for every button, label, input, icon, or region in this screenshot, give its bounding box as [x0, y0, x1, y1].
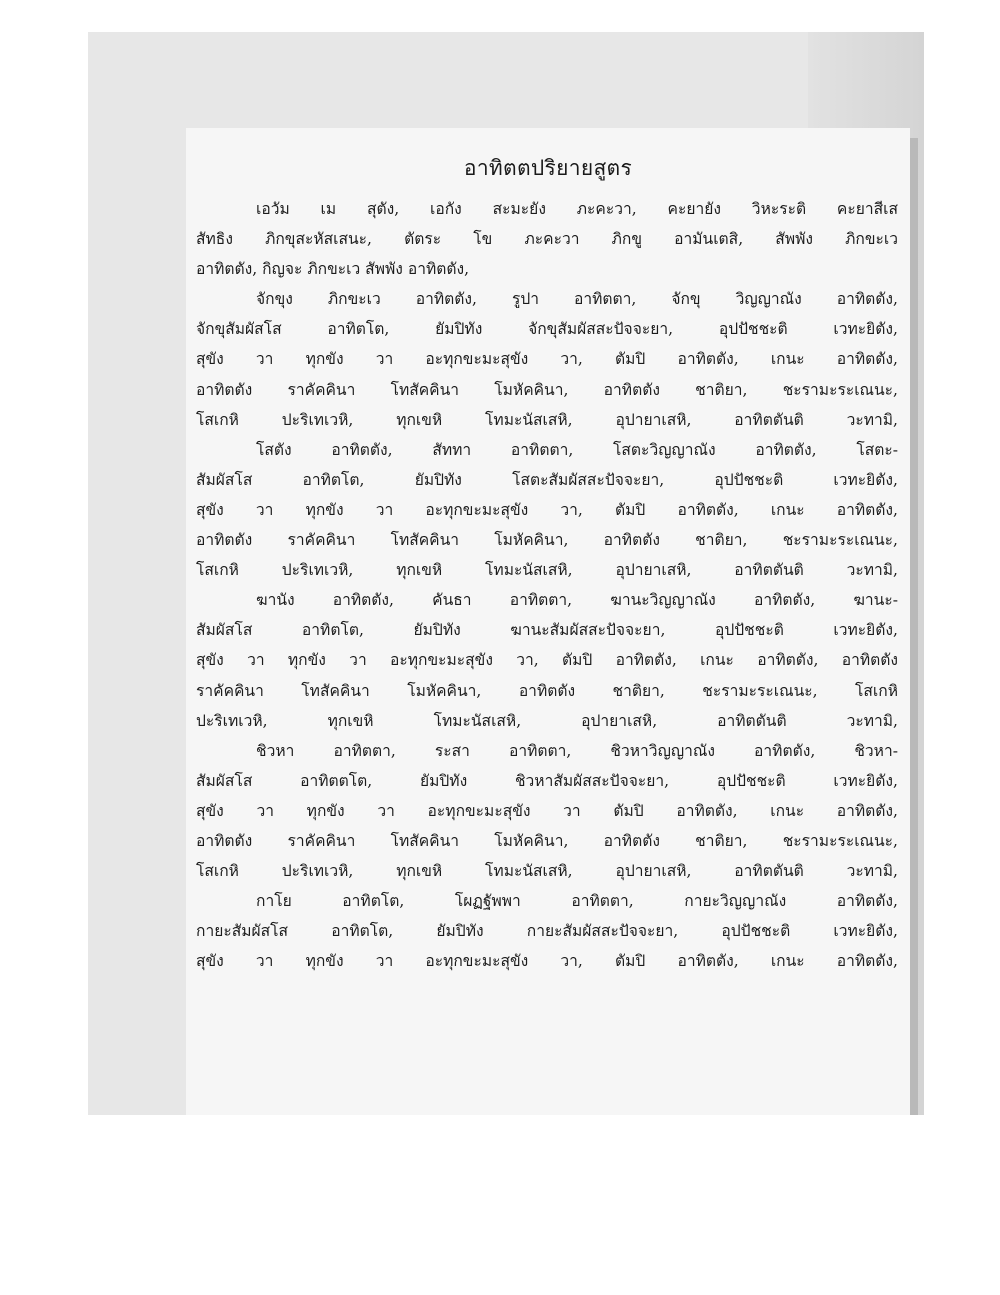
text-line: ชิวหา อาทิตตา, ระสา อาทิตตา, ชิวหาวิญญาณัง อาทิตตัง, ชิวหา- [256, 741, 898, 760]
text-line: โสเกหิ ปะริเทเวหิ, ทุกเขหิ โทมะนัสเสหิ, อุปายาเสหิ, อาทิตตันติ วะทามิ, [196, 410, 898, 429]
text-line: สุขัง วา ทุกขัง วา อะทุกขะมะสุขัง วา, ตัมปิ อาทิตตัง, เกนะ อาทิตตัง, อาทิตตัง [196, 651, 898, 670]
text-line: เอวัม เม สุตัง, เอกัง สะมะยัง ภะคะวา, คะยายัง วิหะระติ คะยาสีเส [256, 200, 898, 218]
text-line: ปะริเทเวหิ, ทุกเขหิ โทมะนัสเสหิ, อุปายาเสหิ, อาทิตตันติ วะทามิ, [196, 711, 898, 730]
text-line: สุขัง วา ทุกขัง วา อะทุกขะมะสุขัง วา, ตัมปิ อาทิตตัง, เกนะ อาทิตตัง, [196, 350, 898, 369]
text-line: อาทิตตัง ราคัคคินา โทสัคคินา โมหัคคินา, อาทิตตัง ชาติยา, ชะรามะระเณนะ, [196, 380, 898, 399]
text-line: ราคัคคินา โทสัคคินา โมหัคคินา, อาทิตตัง ชาติยา, ชะรามะระเณนะ, โสเกหิ [196, 681, 898, 700]
page-title: อาทิตตปริยายสูตร [463, 156, 633, 180]
text-line: สัทธิง ภิกขุสะหัสเสนะ, ตัตระ โข ภะคะวา ภิกขู อามันเตสิ, สัพพัง ภิกขะเว [196, 230, 898, 249]
text-line: อาทิตตัง, กิญจะ ภิกขะเว สัพพัง อาทิตตัง, [196, 260, 470, 279]
text-line: สุขัง วา ทุกขัง วา อะทุกขะมะสุขัง วา ตัมปิ อาทิตตัง, เกนะ อาทิตตัง, [196, 801, 898, 820]
text-line: โสตัง อาทิตตัง, สัททา อาทิตตา, โสตะวิญญาณัง อาทิตตัง, โสตะ- [256, 440, 898, 459]
text-line: สัมผัสโส อาทิตตโต, ยัมปิทัง ชิวหาสัมผัสสะปัจจะยา, อุปปัชชะติ เวทะยิตัง, [196, 771, 898, 790]
text-line: สัมผัสโส อาทิตโต, ยัมปิทัง โสตะสัมผัสสะปัจจะยา, อุปปัชชะติ เวทะยิตัง, [196, 470, 898, 489]
text-line: อาทิตตัง ราคัคคินา โทสัคคินา โมหัคคินา, อาทิตตัง ชาติยา, ชะรามะระเณนะ, [196, 831, 898, 850]
text-line: จักขุง ภิกขะเว อาทิตตัง, รูปา อาทิตตา, จักขุ วิญญาณัง อาทิตตัง, [256, 290, 898, 309]
text-line: อาทิตตัง ราคัคคินา โทสัคคินา โมหัคคินา, อาทิตตัง ชาติยา, ชะรามะระเณนะ, [196, 531, 898, 550]
text-line: กายะสัมผัสโส อาทิตโต, ยัมปิทัง กายะสัมผัสสะปัจจะยา, อุปปัชชะติ เวทะยิตัง, [196, 922, 898, 941]
text-line: โสเกหิ ปะริเทเวหิ, ทุกเขหิ โทมะนัสเสหิ, อุปายาเสหิ, อาทิตตันติ วะทามิ, [196, 561, 898, 580]
chant-text-body [196, 194, 898, 976]
text-line: กาโย อาทิตโต, โผฏฐัพพา อาทิตตา, กายะวิญญาณัง อาทิตตัง, [256, 892, 898, 911]
book-page [186, 128, 910, 1115]
text-line: สัมผัสโส อาทิตโต, ยัมปิทัง ฆานะสัมผัสสะปัจจะยา, อุปปัชชะติ เวทะยิตัง, [196, 621, 898, 640]
text-line: ฆานัง อาทิตตัง, คันธา อาทิตตา, ฆานะวิญญาณัง อาทิตตัง, ฆานะ- [256, 591, 898, 610]
text-line: จักขุสัมผัสโส อาทิตโต, ยัมปิทัง จักขุสัมผัสสะปัจจะยา, อุปปัชชะติ เวทะยิตัง, [196, 320, 898, 339]
scanned-page-frame [88, 32, 924, 1115]
text-line: โสเกหิ ปะริเทเวหิ, ทุกเขหิ โทมะนัสเสหิ, อุปายาเสหิ, อาทิตตันติ วะทามิ, [196, 862, 898, 881]
text-line: สุขัง วา ทุกขัง วา อะทุกขะมะสุขัง วา, ตัมปิ อาทิตตัง, เกนะ อาทิตตัง, [196, 500, 898, 519]
text-line: สุขัง วา ทุกขัง วา อะทุกขะมะสุขัง วา, ตัมปิ อาทิตตัง, เกนะ อาทิตตัง, [196, 952, 898, 971]
